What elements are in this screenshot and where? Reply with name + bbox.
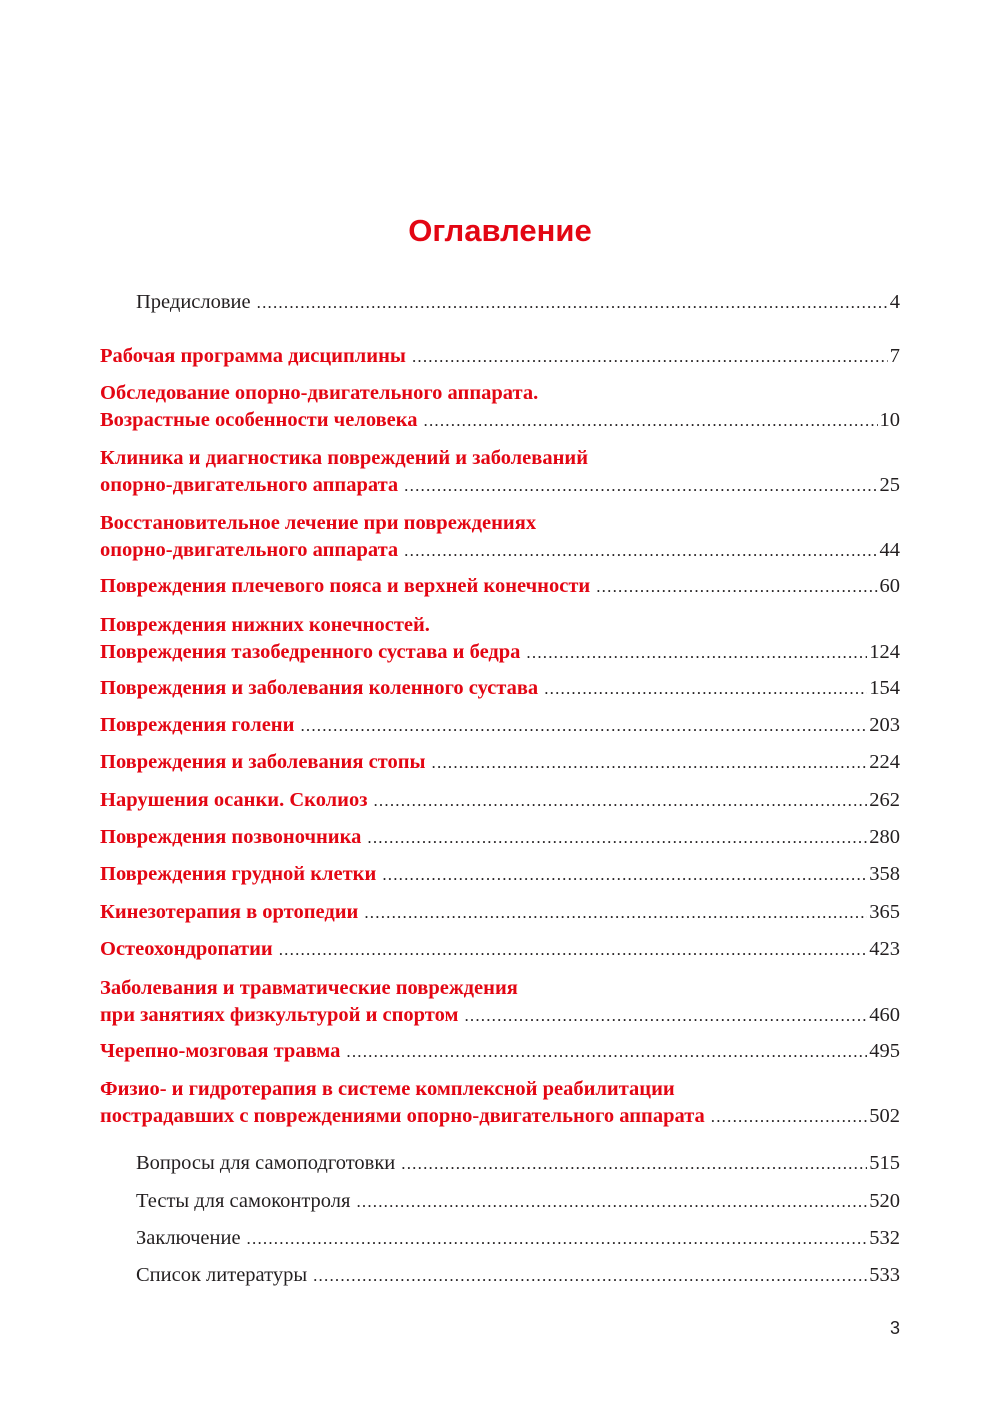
- dot-leader: [464, 1002, 867, 1029]
- toc-entry-title: Кинезотерапия в ортопедии: [100, 901, 359, 923]
- toc-entry-page: 532: [869, 1227, 900, 1249]
- dot-leader: [404, 472, 877, 499]
- toc-entry-title: Повреждения позвоночника: [100, 826, 362, 848]
- toc-entry-title-line: Клиника и диагностика повреждений и заболеваний: [100, 447, 589, 469]
- toc-entry[interactable]: [100, 343, 900, 370]
- toc-entry-page: 358: [869, 863, 900, 885]
- toc-entry-title: Рабочая программа дисциплины: [100, 345, 406, 367]
- toc-entry-page: 280: [869, 826, 900, 848]
- dot-leader: [424, 407, 878, 434]
- dot-leader: [544, 675, 867, 702]
- toc-entry-page: 423: [869, 938, 900, 960]
- toc-entry-page: 502: [869, 1105, 900, 1127]
- dot-leader: [257, 289, 888, 316]
- toc-entry[interactable]: [100, 1038, 900, 1065]
- toc-entry-page: 44: [879, 539, 900, 561]
- toc-entry[interactable]: [100, 380, 900, 434]
- dot-leader: [711, 1103, 867, 1130]
- toc-entry-page: 520: [869, 1190, 900, 1212]
- toc-entry[interactable]: [100, 787, 900, 814]
- toc-entry[interactable]: [100, 573, 900, 600]
- dot-leader: [404, 537, 877, 564]
- toc-entry[interactable]: [100, 510, 900, 564]
- toc-entry-title: Нарушения осанки. Сколиоз: [100, 789, 368, 811]
- toc-entry-page: 124: [869, 641, 900, 663]
- toc-entry-page: 203: [869, 714, 900, 736]
- toc-entry[interactable]: [100, 861, 900, 888]
- toc-entry[interactable]: [100, 445, 900, 499]
- toc-entry-title-line: Физио- и гидротерапия в системе комплексной реабилитации: [100, 1078, 675, 1100]
- toc-entry[interactable]: [100, 899, 900, 926]
- toc-entry-title: Остеохондропатии: [100, 938, 273, 960]
- toc-entry[interactable]: [100, 612, 900, 666]
- dot-leader: [526, 639, 867, 666]
- toc-entry-page: 533: [869, 1264, 900, 1286]
- toc-entry-title: Тесты для самоконтроля: [136, 1190, 351, 1212]
- page-number: 3: [889, 1318, 900, 1338]
- toc-entry-title: Повреждения плечевого пояса и верхней конечности: [100, 575, 591, 597]
- toc-entry-title: Вопросы для самоподготовки: [136, 1152, 396, 1174]
- page-title: Оглавление: [408, 213, 592, 248]
- toc-entry-tests[interactable]: [136, 1188, 900, 1215]
- toc-entry-title: при занятиях физкультурой и спортом: [100, 1004, 459, 1026]
- dot-leader: [373, 787, 867, 814]
- dot-leader: [300, 712, 867, 739]
- toc-entry-title-line: Повреждения нижних конечностей.: [100, 614, 430, 636]
- dot-leader: [412, 343, 888, 370]
- dot-leader: [364, 899, 867, 926]
- toc-entry[interactable]: [100, 975, 900, 1029]
- toc-entry-title-line: Заболевания и травматические повреждения: [100, 977, 518, 999]
- toc-entry-page: 7: [889, 345, 900, 367]
- toc-entry-page: 365: [869, 901, 900, 923]
- toc-entry-conclusion[interactable]: [136, 1225, 900, 1252]
- dot-leader: [247, 1225, 868, 1252]
- dot-leader: [596, 573, 877, 600]
- toc-entry-page: 460: [869, 1004, 900, 1026]
- toc-entry-title: опорно-двигательного аппарата: [100, 474, 399, 496]
- toc-entry-title: Список литературы: [136, 1264, 308, 1286]
- toc-entry-title: Заключение: [136, 1227, 241, 1249]
- toc-entry-page: 495: [869, 1040, 900, 1062]
- toc-entry-references[interactable]: [136, 1262, 900, 1289]
- toc-entry[interactable]: [100, 824, 900, 851]
- toc-entry-title: Повреждения и заболевания стопы: [100, 751, 426, 773]
- toc-entry-page: 10: [879, 409, 900, 431]
- dot-leader: [367, 824, 867, 851]
- toc-entry-title: Повреждения голени: [100, 714, 295, 736]
- toc-entry-page: 25: [879, 474, 900, 496]
- dot-leader: [346, 1038, 867, 1065]
- toc-entry-page: 515: [869, 1152, 900, 1174]
- dot-leader: [432, 749, 868, 776]
- dot-leader: [356, 1188, 867, 1215]
- toc-entry[interactable]: [100, 749, 900, 776]
- toc-entry-page: 154: [869, 677, 900, 699]
- toc-entry-title: опорно-двигательного аппарата: [100, 539, 399, 561]
- toc-entry-page: 262: [869, 789, 900, 811]
- dot-leader: [313, 1262, 867, 1289]
- toc-entry-title: Повреждения грудной клетки: [100, 863, 377, 885]
- toc-entry[interactable]: [100, 1076, 900, 1130]
- toc-entry-title: Повреждения тазобедренного сустава и бедра: [100, 641, 521, 663]
- toc-entry-title-line: Восстановительное лечение при повреждениях: [100, 512, 537, 534]
- toc-entry-title: Черепно-мозговая травма: [100, 1040, 341, 1062]
- toc-entry[interactable]: [100, 675, 900, 702]
- toc-entry-preface[interactable]: [136, 289, 900, 316]
- toc-entry-page: 4: [889, 291, 900, 313]
- dot-leader: [279, 936, 868, 963]
- dot-leader: [401, 1150, 867, 1177]
- toc-entry-title: Повреждения и заболевания коленного сустава: [100, 677, 539, 699]
- toc-entry-page: 60: [879, 575, 900, 597]
- toc-entry-page: 224: [869, 751, 900, 773]
- dot-leader: [382, 861, 867, 888]
- toc-entry[interactable]: [100, 712, 900, 739]
- toc-entry-title-line: Обследование опорно-двигательного аппарата.: [100, 382, 539, 404]
- toc-entry-title: пострадавших с повреждениями опорно-двигательного аппарата: [100, 1105, 705, 1127]
- toc-entry-title: Возрастные особенности человека: [100, 409, 418, 431]
- toc-entry-questions[interactable]: [136, 1150, 900, 1177]
- toc-entry[interactable]: [100, 936, 900, 963]
- toc-entry-title: Предисловие: [136, 291, 251, 313]
